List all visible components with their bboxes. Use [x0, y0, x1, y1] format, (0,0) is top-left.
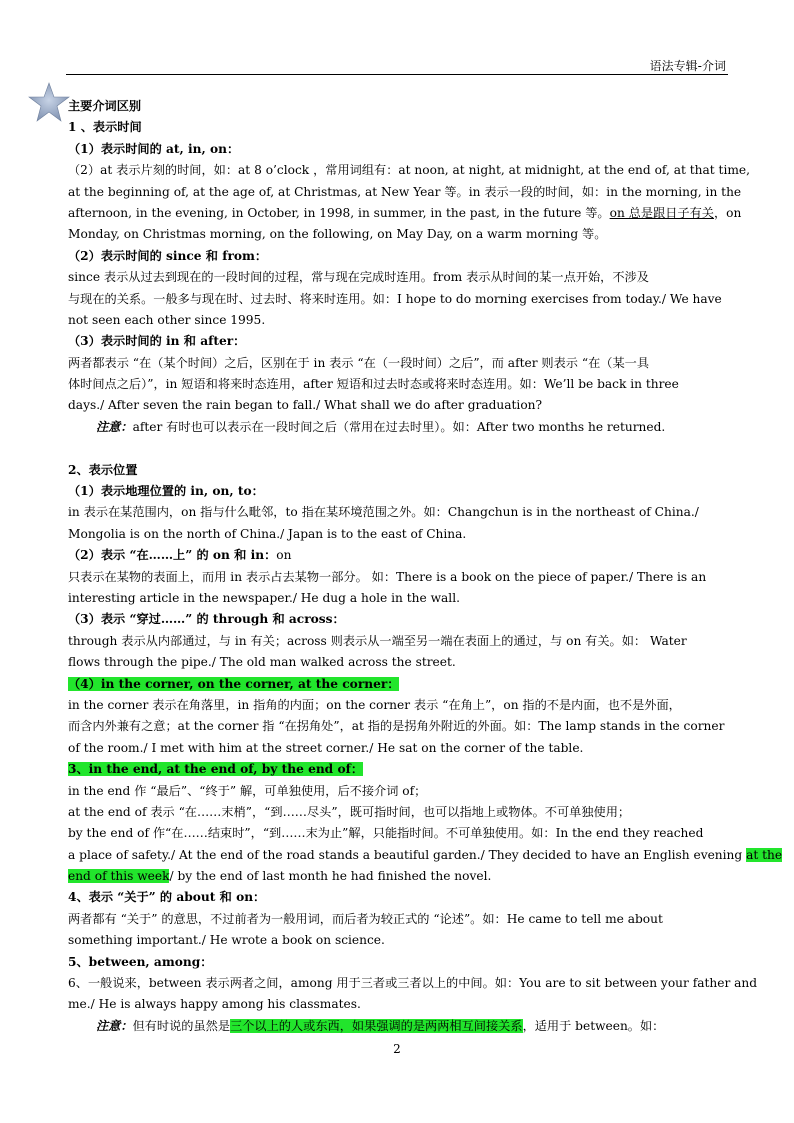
- text-segment: （1）表示时间的 at, in, on：: [68, 141, 240, 156]
- text-line: [68, 331, 730, 352]
- text-segment: me./ He is always happy among his classmates.: [68, 997, 361, 1012]
- text-line: [68, 374, 730, 395]
- text-segment: 主要介词区别: [68, 99, 142, 113]
- text-segment: 而含内外兼有之意；at the corner 指 “在拐角处”，at 指的是拐角外附近的外面。如：The lamp stands in the corner: [68, 719, 725, 734]
- text-line: [68, 759, 730, 780]
- text-line: [68, 460, 730, 481]
- header-title: 语法专辑-介词: [649, 59, 726, 73]
- text-segment: （3）表示时间的 in 和 after：: [68, 334, 246, 349]
- text-segment: ，适用于 between。如：: [522, 1018, 665, 1033]
- text-line: [68, 823, 730, 844]
- text-line: [68, 674, 730, 695]
- text-segment: 体时间点之后）”，in 短语和将来时态连用，after 短语和过去时态或将来时态连用。如：We’ll be back in three: [68, 377, 679, 392]
- text-segment: through 表示从内部通过，与 in 有关；across 则表示从一端至另一端在表面上的通过，与 on 有关。如： Water: [68, 633, 687, 648]
- text-segment: （1）表示地理位置的 in, on, to：: [68, 484, 264, 499]
- highlighted-text: 3、in the end, at the end of, by the end of：: [68, 762, 364, 777]
- text-segment: 4、表示 “关于” 的 about 和 on：: [68, 890, 266, 905]
- text-segment: ，on: [713, 205, 742, 220]
- text-line: [68, 994, 730, 1015]
- star-icon: [28, 82, 70, 124]
- text-segment: in 表示在某范围内，on 指与什么毗邻，to 指在某环境范围之外。如：Changchun is in the northeast of China./: [68, 505, 699, 520]
- text-line: [68, 353, 730, 374]
- text-line: [68, 567, 730, 588]
- text-line: [68, 695, 730, 716]
- text-segment: 2、表示位置: [68, 462, 138, 477]
- text-segment: afternoon, in the evening, in October, in 1998, in summer, in the past, in the future 等。: [68, 205, 610, 220]
- text-line: [68, 310, 730, 331]
- text-segment: 两者都有 “关于” 的意思，不过前者为一般用词，而后者为较正式的 “论述”。如：He came to tell me about: [68, 911, 663, 926]
- text-segment: by the end of 作“在……结束时”，“到……末为止”解，只能指时间。不可单独使用。如：In the end they reached: [68, 826, 704, 841]
- text-line: [68, 609, 730, 630]
- text-segment: interesting article in the newspaper./ He dug a hole in the wall.: [68, 590, 460, 605]
- text-line: [68, 887, 730, 908]
- text-line: [68, 224, 730, 245]
- text-line: [68, 973, 758, 994]
- page-header: [66, 54, 728, 75]
- text-line: [68, 289, 730, 310]
- text-line: [68, 909, 730, 930]
- text-line: [68, 481, 730, 502]
- blank-line: [68, 438, 730, 459]
- text-line: [68, 781, 730, 802]
- text-line: [68, 117, 730, 138]
- text-segment: / by the end of last month he had finished the novel.: [169, 869, 492, 884]
- text-line: [68, 524, 730, 545]
- text-segment: on 总是跟日子有关: [609, 205, 714, 220]
- text-line: [68, 930, 730, 951]
- text-line: [68, 631, 730, 652]
- text-segment: of the room./ I met with him at the street corner./ He sat on the corner of the table.: [68, 740, 584, 755]
- text-segment: （3）表示 “穿过……” 的 through 和 across：: [68, 612, 345, 627]
- text-line: [68, 139, 730, 160]
- text-segment: at the beginning of, at the age of, at Christmas, at New Year 等。in 表示一段的时间，如：in the morning, in the: [68, 184, 742, 199]
- text-segment: 但有时说的虽然是: [132, 1018, 231, 1033]
- text-line: [68, 802, 730, 823]
- text-line: [68, 96, 730, 117]
- text-segment: 5、between, among：: [68, 954, 213, 969]
- highlighted-text: at the: [746, 847, 783, 862]
- text-line: [68, 267, 730, 288]
- text-segment: since 表示从过去到现在的一段时间的过程，常与现在完成时连用。from 表示从时间的某一点开始，不涉及: [68, 270, 649, 285]
- text-line: [68, 545, 730, 566]
- highlighted-text: 三个以上的人或东西，如果强调的是两两相互间接关系: [230, 1018, 523, 1033]
- text-segment: in the corner 表示在角落里，in 指角的内面；on the corner 表示 “在角上”，on 指的不是内面，也不是外面，: [68, 697, 681, 712]
- text-segment: 两者都表示 “在（某个时间）之后，区别在于 in 表示 “在（一段时间）之后”，而 after 则表示 “在（某一具: [68, 355, 650, 370]
- text-line: [68, 588, 730, 609]
- text-segment: （2）表示时间的 since 和 from：: [68, 248, 268, 263]
- document-body: [68, 96, 783, 1037]
- note-label: 注意：: [96, 1018, 133, 1033]
- text-line: [68, 203, 742, 224]
- text-line: [68, 502, 730, 523]
- text-segment: on: [276, 548, 292, 563]
- text-segment: in the end 作 “最后”、“终于” 解，可单独使用，后不接介词 of；: [68, 783, 427, 798]
- text-segment: Monday, on Christmas morning, on the following, on May Day, on a warm morning 等。: [68, 227, 607, 242]
- text-segment: a place of safety./ At the end of the road stands a beautiful garden./ They decided to have an English evening: [68, 847, 747, 862]
- text-segment: something important./ He wrote a book on science.: [68, 933, 385, 948]
- text-segment: at the end of 表示 “在……末梢”，“到……尽头”，既可指时间，也可以指地上或物体。不可单独使用；: [68, 804, 631, 819]
- highlighted-text: end of this week: [68, 869, 170, 884]
- highlighted-text: （4）in the corner, on the corner, at the corner：: [68, 676, 400, 691]
- text-segment: not seen each other since 1995.: [68, 312, 266, 327]
- text-segment: after 有时也可以表示在一段时间之后（常用在过去时里）。如：After two months he returned.: [132, 419, 666, 434]
- note-label: 注意：: [96, 419, 133, 434]
- text-line: [68, 417, 730, 438]
- page-number: 2: [393, 1042, 401, 1056]
- text-segment: 1 、表示时间: [68, 120, 142, 135]
- text-segment: days./ After seven the rain began to fall./ What shall we do after graduation?: [68, 398, 543, 413]
- text-line: [68, 182, 742, 203]
- text-segment: Mongolia is on the north of China./ Japan is to the east of China.: [68, 526, 467, 541]
- text-segment: （2）at 表示片刻的时间，如：at 8 o’clock ，常用词组有：at noon, at night, at midnight, at the end of, at that time,: [68, 163, 750, 178]
- text-line: [68, 1016, 730, 1037]
- text-segment: 与现在的关系。一般多与现在时、过去时、将来时连用。如：I hope to do morning exercises from today./ We have: [68, 291, 722, 306]
- text-line: [68, 738, 730, 759]
- text-segment: 6、一般说来，between 表示两者之间，among 用于三者或三者以上的中间。如：You are to sit between your father and: [68, 976, 758, 991]
- text-segment: flows through the pipe./ The old man walked across the street.: [68, 655, 456, 670]
- text-line: [68, 952, 730, 973]
- text-line: [68, 395, 730, 416]
- text-segment: （2）表示 “在……上” 的 on 和 in：: [68, 548, 277, 563]
- text-segment: 只表示在某物的表面上，而用 in 表示占去某物一部分。 如：There is a book on the piece of paper./ There is an: [68, 569, 707, 584]
- text-line: [68, 246, 730, 267]
- text-line: [68, 160, 750, 181]
- text-line: [68, 716, 730, 737]
- text-line: [68, 845, 783, 866]
- text-line: [68, 866, 730, 887]
- text-line: [68, 652, 730, 673]
